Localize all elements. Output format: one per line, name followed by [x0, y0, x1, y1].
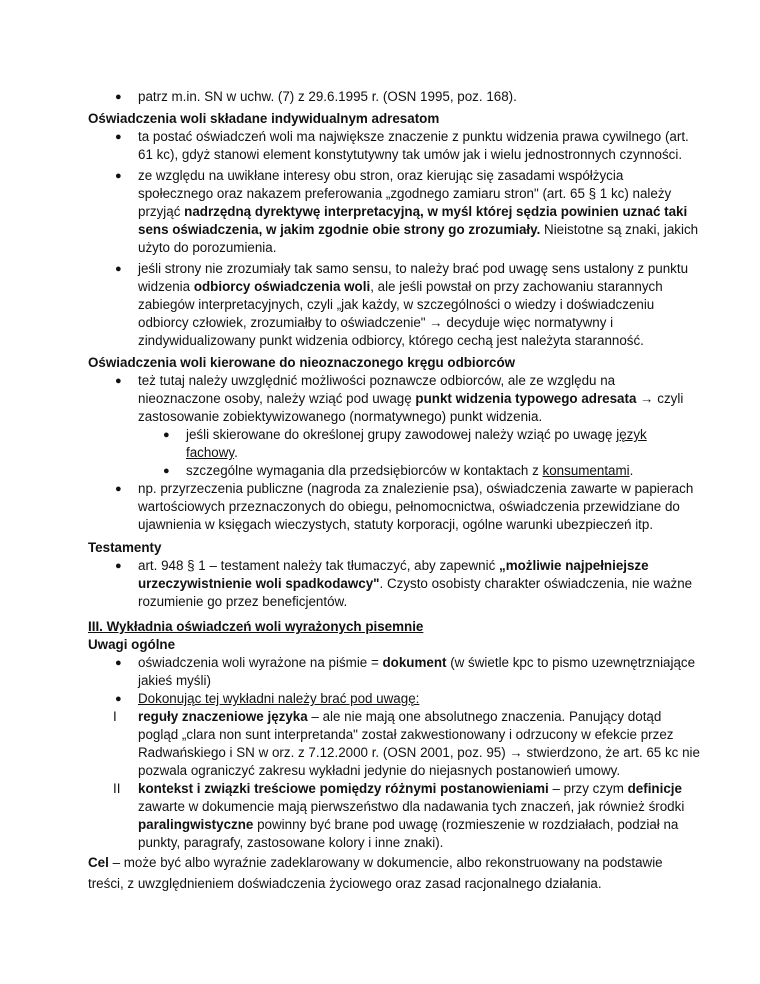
section-heading: Testamenty: [88, 540, 162, 555]
list-item: ● ze względu na uwikłane interesy obu stron, oraz kierując się zasadami współżycia społecznego oraz nakazem preferowania „zgodnego zamiaru stron" (art. 65 § 1 kc) należy przyjąć nadrzędną dyrektywę interpretacyjną, w myśl której sędzia powinien uznać taki sens oświadczenia, w jakim zgodnie obie strony go zrozumiały. Nieistotne są znaki, jakich użyto do porozumienia.: [88, 167, 700, 257]
bold-text: reguły znaczeniowe języka: [138, 709, 308, 724]
bold-text: definicje: [627, 781, 682, 796]
sub-list-item: ● szczególne wymagania dla przedsiębiorców w kontaktach z konsumentami.: [88, 462, 700, 480]
paragraph-cel: Cel – może być albo wyraźnie zadeklarowany w dokumencie, albo rekonstruowany na podstawie treści, z uwzględnieniem doświadczenia życiowego oraz zasad racjonalnego działania.: [88, 855, 663, 891]
section-list: [88, 557, 700, 611]
section-list: [88, 654, 700, 852]
section-list: [88, 128, 700, 350]
list-item: ● art. 948 § 1 – testament należy tak tłumaczyć, aby zapewnić „możliwie najpełniejsze urzeczywistnienie woli spadkodawcy". Czysto osobisty charakter oświadczenia, nie ważne rozumienie go przez beneficjentów.: [88, 557, 700, 611]
underlined-text: Dokonując tej wykładni należy brać pod uwagę:: [138, 691, 420, 706]
bold-text: nadrzędną dyrektywę interpretacyjną, w myśl której sędzia powinien uznać taki sens oświadczenia, w jakim zgodnie obie strony go zrozumiały.: [138, 204, 688, 237]
bold-text: Cel: [88, 855, 109, 870]
section-heading: Oświadczenia woli składane indywidualnym adresatom: [88, 111, 440, 126]
roman-list-item: I reguły znaczeniowe języka – ale nie mają one absolutnego znaczenia. Panujący dotąd pogląd „clara non sunt interpretanda" został zakwestionowany i odrzucony w efekcie przez Radwańskiego i SN w orz. z 7.12.2000 r. (OSN 2001, poz. 95) → stwierdzono, że art. 65 kc nie pozwala ograniczyć zakresu wykładni jedynie do niejasnych postanowień umowy.: [113, 709, 700, 778]
list-item: [88, 88, 700, 106]
list-item: [88, 128, 700, 164]
list-item: ● oświadczenia woli wyrażone na piśmie = dokument (w świetle kpc to pismo uzewnętrzniające jakieś myśli): [88, 654, 700, 690]
bold-text: dokument: [382, 655, 447, 670]
roman-numeral: I: [113, 709, 117, 724]
bold-text: „możliwie najpełniejsze urzeczywistnienie woli spadkodawcy": [138, 558, 649, 591]
bold-text: kontekst i związki treściowe pomiędzy różnymi postanowieniami: [138, 781, 549, 796]
intro-list: [88, 88, 700, 106]
bold-text: punkt widzenia typowego adresata: [415, 391, 637, 406]
section-heading: Oświadczenia woli kierowane do nieoznaczonego kręgu odbiorców: [88, 355, 516, 370]
bold-text: odbiorcy oświadczenia woli: [193, 279, 371, 294]
list-item: ● jeśli strony nie zrozumiały tak samo sensu, to należy brać pod uwagę sens ustalony z punktu widzenia odbiorcy oświadczenia woli, ale jeśli powstał on przy zachowaniu starannych zabiegów interpretacyjnych, czyli „jak każdy, w szczególności o wiedzy i doświadczeniu odbiorcy człowiek, zrozumiałby to oświadczenie" → decyduje więc normatywny i zindywidualizowany punkt widzenia odbiorcy, którego cechą jest należyta staranność.: [88, 260, 700, 350]
bullet-text: ta postać oświadczeń woli ma największe znaczenie z punktu widzenia prawa cywilnego (art. 61 kc), gdyż stanowi element konstytutywny tak umów jak i wielu jednostronnych czynności.: [138, 129, 689, 162]
roman-numeral: II: [113, 781, 121, 796]
bold-text: paralingwistyczne: [138, 817, 254, 832]
underlined-text: język fachowy: [186, 427, 647, 460]
list-item: [88, 690, 700, 708]
subsection-heading: Uwagi ogólne: [88, 637, 176, 652]
section-list: [88, 372, 700, 534]
list-item: [88, 480, 700, 534]
list-item: ● też tutaj należy uwzględnić możliwości poznawcze odbiorców, ale ze względu na nieoznaczone osoby, należy wziąć pod uwagę punkt widzenia typowego adresata → czyli zastosowanie zobiektywizowanego (normatywnego) punkt widzenia.: [88, 372, 700, 426]
document-page: [88, 88, 700, 894]
bullet-text: np. przyrzeczenia publiczne (nagroda za znalezienie psa), oświadczenia zawarte w papierach wartościowych przeznaczonych do obiegu, pełnomocnictwa, oświadczenia przewidziane do ujawnienia w księgach wieczystych, statuty korporacji, ogólne warunki ubezpieczeń itp.: [138, 481, 694, 532]
chapter-heading: III. Wykładnia oświadczeń woli wyrażonych pisemnie: [88, 619, 424, 634]
sub-list-item: ● jeśli skierowane do określonej grupy zawodowej należy wziąć po uwagę język fachowy.: [88, 426, 700, 462]
bullet-text: patrz m.in. SN w uchw. (7) z 29.6.1995 r. (OSN 1995, poz. 168).: [138, 89, 517, 104]
roman-list-item: II kontekst i związki treściowe pomiędzy różnymi postanowieniami – przy czym definicje zawarte w dokumencie mają pierwszeństwo dla nadawania tych znaczeń, jak również środki paralingwistyczne powinny być brane pod uwagę (rozmieszenie w rozdziałach, podział na punkty, paragrafy, zastosowane kolory i inne znaki).: [113, 781, 685, 850]
underlined-text: konsumentami: [542, 463, 630, 478]
